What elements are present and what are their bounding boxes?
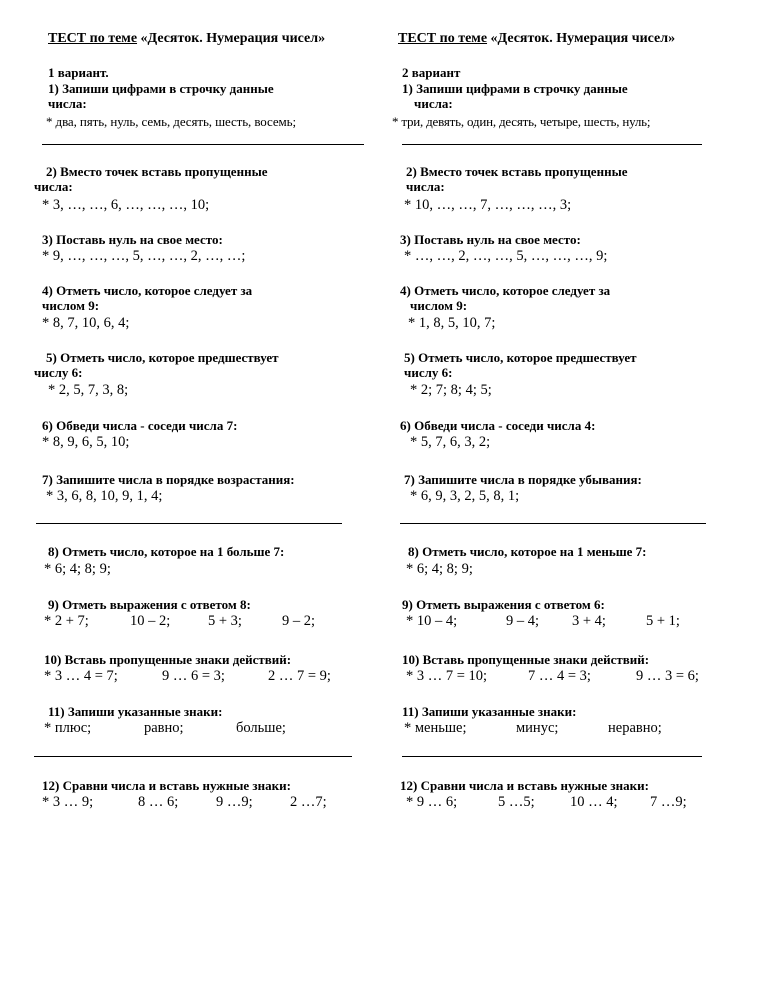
q5-title-cont: числу 6: [34,365,83,380]
variant-2-column [392,0,766,994]
q9-title: 9) Отметь выражения с ответом 6: [402,597,605,612]
q9-option-a: * 2 + 7; [44,613,89,629]
q2-title-cont: числа: [406,179,445,194]
answer-line [42,144,364,145]
q2-items: * 10, …, …, 7, …, …, …, 3; [404,197,572,213]
q4-title: 4) Отметь число, которое следует за [400,283,611,298]
q10-title: 10) Вставь пропущенные знаки действий: [402,652,650,667]
q6-items: * 8, 9, 6, 5, 10; [42,434,130,450]
q12-item-c: 9 …9; [216,794,253,810]
q1-title-cont: числа: [414,96,453,111]
q12-item-a: * 9 … 6; [406,794,458,810]
answer-line [34,756,352,757]
q11-item-c: неравно; [608,720,662,736]
q12-item-c: 10 … 4; [570,794,618,810]
q7-title: 7) Запишите числа в порядке убывания: [404,472,642,487]
q11-title: 11) Запиши указанные знаки: [402,704,577,719]
header-topic: «Десяток. Нумерация чисел» [490,31,676,46]
q9-option-c: 5 + 3; [208,613,242,629]
q9-option-a: * 10 – 4; [406,613,458,629]
q11-item-a: * плюс; [44,720,92,736]
q2-title-cont: числа: [34,179,73,194]
answer-line [400,523,706,524]
q10-item-b: 7 … 4 = 3; [528,668,591,684]
q11-item-c: больше; [236,720,286,736]
q5-title: 5) Отметь число, которое предшествует [46,350,279,365]
q2-title: 2) Вместо точек вставь пропущенные [406,164,628,179]
q1-items: * два, пять, нуль, семь, десять, шесть, восемь; [46,114,296,129]
q2-title: 2) Вместо точек вставь пропущенные [46,164,268,179]
q6-items: * 5, 7, 6, 3, 2; [410,434,491,450]
q12-item-a: * 3 … 9; [42,794,94,810]
q4-items: * 8, 7, 10, 6, 4; [42,315,130,331]
q9-option-c: 3 + 4; [572,613,606,629]
q8-title: 8) Отметь число, которое на 1 меньше 7: [408,544,647,559]
q12-title: 12) Сравни числа и вставь нужные знаки: [42,778,291,793]
q5-title: 5) Отметь число, которое предшествует [404,350,637,365]
q4-items: * 1, 8, 5, 10, 7; [408,315,496,331]
answer-line [402,756,702,757]
q4-title-cont: числом 9: [410,298,468,313]
q10-item-a: * 3 … 4 = 7; [44,668,118,684]
variant-title: 2 вариант [402,65,461,80]
q4-title-cont: числом 9: [42,298,100,313]
q8-items: * 6; 4; 8; 9; [406,561,473,577]
q1-items: * три, девять, один, десять, четыре, шесть, нуль; [392,114,651,129]
q7-title: 7) Запишите числа в порядке возрастания: [42,472,295,487]
q11-title: 11) Запиши указанные знаки: [48,704,223,719]
q5-items: * 2, 5, 7, 3, 8; [48,382,129,398]
q9-title: 9) Отметь выражения с ответом 8: [48,597,251,612]
q12-title: 12) Сравни числа и вставь нужные знаки: [400,778,649,793]
q5-title-cont: числу 6: [404,365,453,380]
q11-item-b: минус; [516,720,559,736]
q11-item-a: * меньше; [404,720,467,736]
q10-item-c: 2 … 7 = 9; [268,668,331,684]
q6-title: 6) Обведи числа - соседи числа 7: [42,418,238,433]
q10-item-c: 9 … 3 = 6; [636,668,699,684]
q12-item-d: 7 …9; [650,794,687,810]
header-topic: «Десяток. Нумерация чисел» [140,31,326,46]
q12-item-b: 8 … 6; [138,794,179,810]
q9-option-b: 9 – 4; [506,613,540,629]
q10-item-a: * 3 … 7 = 10; [406,668,488,684]
q7-items: * 6, 9, 3, 2, 5, 8, 1; [410,488,520,504]
q6-title: 6) Обведи числа - соседи числа 4: [400,418,596,433]
q11-item-b: равно; [144,720,184,736]
q1-title-cont: числа: [48,96,87,111]
q12-item-d: 2 …7; [290,794,327,810]
q4-title: 4) Отметь число, которое следует за [42,283,253,298]
q10-item-b: 9 … 6 = 3; [162,668,225,684]
q3-title: 3) Поставь нуль на свое место: [400,232,581,247]
q9-option-d: 5 + 1; [646,613,680,629]
q8-items: * 6; 4; 8; 9; [44,561,111,577]
header-prefix: ТЕСТ по теме [398,31,488,46]
q1-title: 1) Запиши цифрами в строчку данные [48,81,274,96]
q3-title: 3) Поставь нуль на свое место: [42,232,223,247]
q5-items: * 2; 7; 8; 4; 5; [410,382,492,398]
header-prefix: ТЕСТ по теме [48,31,138,46]
variant-title: 1 вариант. [48,65,109,80]
q2-items: * 3, …, …, 6, …, …, …, 10; [42,197,210,213]
variant-1-column [34,0,404,994]
q12-item-b: 5 …5; [498,794,535,810]
q7-items: * 3, 6, 8, 10, 9, 1, 4; [46,488,163,504]
test-header [398,32,675,46]
q10-title: 10) Вставь пропущенные знаки действий: [44,652,292,667]
answer-line [36,523,342,524]
q8-title: 8) Отметь число, которое на 1 больше 7: [48,544,285,559]
q3-items: * …, …, 2, …, …, 5, …, …, …, 9; [404,248,608,264]
q1-title: 1) Запиши цифрами в строчку данные [402,81,628,96]
test-header [48,32,325,46]
q9-option-d: 9 – 2; [282,613,316,629]
answer-line [402,144,702,145]
q9-option-b: 10 – 2; [130,613,171,629]
q3-items: * 9, …, …, …, 5, …, …, 2, …, …; [42,248,246,264]
